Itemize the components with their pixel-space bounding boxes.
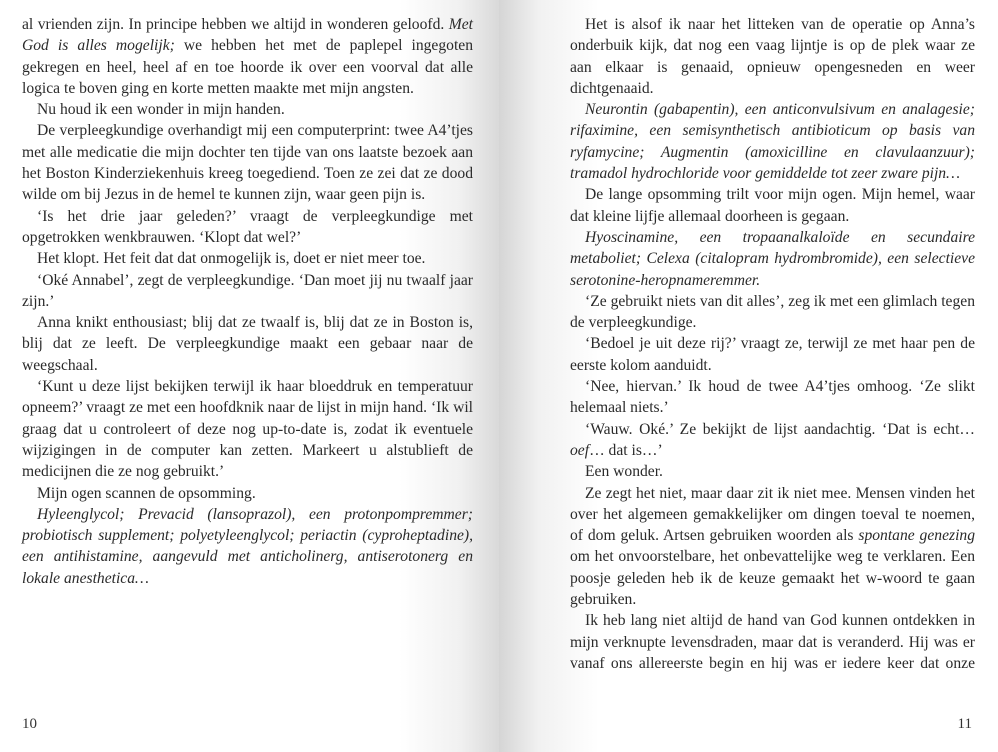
- paragraph: [570, 610, 975, 674]
- text-run: ‘Is het drie jaar geleden?’ vraagt de verpleegkundige met opgetrokken wenkbrauwen. ‘Klopt dat wel?’: [22, 207, 473, 246]
- text-run: Nu houd ik een wonder in mijn handen.: [37, 101, 285, 119]
- text-run: Anna knikt enthousiast; blij dat ze twaalf is, blij dat ze in Boston is, blij dat ze leeft. De verpleegkundige maakt een gebaar naar de weegschaal.: [22, 314, 473, 374]
- italic-run: Hyoscinamine, een tropaanalkaloïde en secundaire metaboliet; Celexa (citalopram hydrombromide), een selectieve serotonine-heropnameremmer.: [570, 228, 975, 289]
- text-run: Een wonder.: [585, 463, 663, 481]
- text-run: De verpleegkundige overhandigt mij een computerprint: twee A4’tjes met alle medicatie die mijn dochter ten tijde van ons laatste bezoek aan het Boston Kinderziekenhuis kreeg toegediend. Toen ze zei dat ze dood wilde om bij Jezus in de hemel te kunnen zijn, waar geen pijn is.: [22, 122, 473, 204]
- page-number: 10: [22, 716, 37, 732]
- paragraph: [570, 419, 975, 462]
- paragraph: [570, 461, 975, 482]
- text-run: ‘Wauw. Oké.’ Ze bekijkt de lijst aandachtig. ‘Dat is echt…: [585, 420, 975, 438]
- italic-run: Met God is alles mogelijk;: [22, 16, 473, 55]
- paragraph: [22, 14, 473, 99]
- paragraph: [22, 248, 473, 269]
- text-run: al vrienden zijn. In principe hebben we altijd in wonderen geloofd.: [22, 16, 449, 33]
- page-number: 11: [957, 716, 972, 732]
- italic-run: spontane genezing: [858, 527, 975, 545]
- text-run: ‘Oké Annabel’, zegt de verpleegkundige. ‘Dan moet jij nu twaalf jaar zijn.’: [22, 271, 473, 310]
- paragraph: [22, 376, 473, 482]
- text-run: ‘Bedoel je uit deze rij?’ vraagt ze, terwijl ze met haar pen de eerste kolom aanduidt.: [570, 335, 975, 374]
- text-run: Mijn ogen scannen de opsomming.: [37, 484, 256, 502]
- paragraph: [570, 483, 975, 611]
- paragraph: [22, 120, 473, 205]
- italic-run: Neurontin (gabapentin), een anticonvulsivum en analagesie; rifaximine, een semisynthetisch antibioticum op basis van ryfamycine; Augmentin (amoxicilline en clavulaanzuur); tramadol hydrochloride voor gemiddelde tot zeer zware pijn…: [570, 101, 975, 183]
- italic-run: oef: [570, 441, 590, 459]
- italic-run: Hyleenglycol; Prevacid (lansoprazol), een protonpompremmer; probiotisch supplement; polyetyleenglycol; periactin (cyproheptadine), een antihistamine, aangevuld met anticholinerg, antiserotonerg en lokale anesthetica…: [22, 505, 473, 587]
- paragraph: [22, 206, 473, 249]
- text-run: ‘Ze gebruikt niets van dit alles’, zeg ik met een glimlach tegen de verpleegkundige.: [570, 292, 975, 332]
- text-run: Het is alsof ik naar het litteken van de operatie op Anna’s onderbuik kijk, dat nog een vaag lijntje is op de plek waar ze aan elkaar is genaaid, opnieuw opengesneden en weer dichtgenaaid.: [570, 16, 975, 97]
- paragraph: [570, 333, 975, 376]
- text-run: ‘Nee, hiervan.’ Ik houd de twee A4’tjes omhoog. ‘Ze slikt helemaal niets.’: [570, 378, 975, 417]
- paragraph: [22, 483, 473, 504]
- paragraph: [570, 99, 975, 184]
- paragraph: [570, 184, 975, 227]
- text-run: Ik heb lang niet altijd de hand van God kunnen ontdekken in mijn verknupte levensdraden, maar dat is veranderd. Hij was er vanaf ons allereerste begin en hij was er iedere keer dat onze: [570, 612, 975, 672]
- paragraph: [570, 227, 975, 291]
- paragraph: [22, 504, 473, 589]
- right-page: [499, 0, 998, 752]
- text-run: Ze zegt het niet, maar daar zit ik niet mee. Mensen vinden het over het algemeen gemakkelijker om dingen toeval te noemen, of dom geluk. Artsen gebruiken woorden als: [570, 484, 975, 545]
- text-run: we hebben het met de paplepel ingegoten gekregen en heel, heel af en toe hoorde ik over een voorval dat alle logica te boven ging en korte metten maakte met mijn angsten.: [22, 37, 473, 97]
- text-run: om het onvoorstelbare, het onbevattelijke weg te verklaren. Een poosje geleden heb ik de keuze gemaakt het w-woord te gaan gebruiken.: [570, 548, 975, 609]
- paragraph: [570, 14, 975, 99]
- right-page-text: [570, 14, 975, 674]
- paragraph: [570, 291, 975, 334]
- paragraph: [22, 270, 473, 313]
- left-page-text: [22, 14, 473, 589]
- paragraph: [22, 99, 473, 120]
- paragraph: [570, 376, 975, 419]
- text-run: Het klopt. Het feit dat dat onmogelijk is, doet er niet meer toe.: [37, 250, 426, 268]
- text-run: … dat is…’: [589, 441, 663, 459]
- paragraph: [22, 312, 473, 376]
- text-run: ‘Kunt u deze lijst bekijken terwijl ik haar bloeddruk en temperatuur opneem?’ vraagt ze met een hoofdknik naar de lijst in mijn hand. ‘Ik wil graag dat u controleert of deze nog up-to-date is, zodat ik eventuele wijzigingen in de computer kan zetten. Markeert u alstublieft de medicijnen die ze nog gebruikt.’: [22, 378, 473, 481]
- text-run: De lange opsomming trilt voor mijn ogen. Mijn hemel, waar dat kleine lijfje allemaal doorheen is gegaan.: [570, 186, 975, 225]
